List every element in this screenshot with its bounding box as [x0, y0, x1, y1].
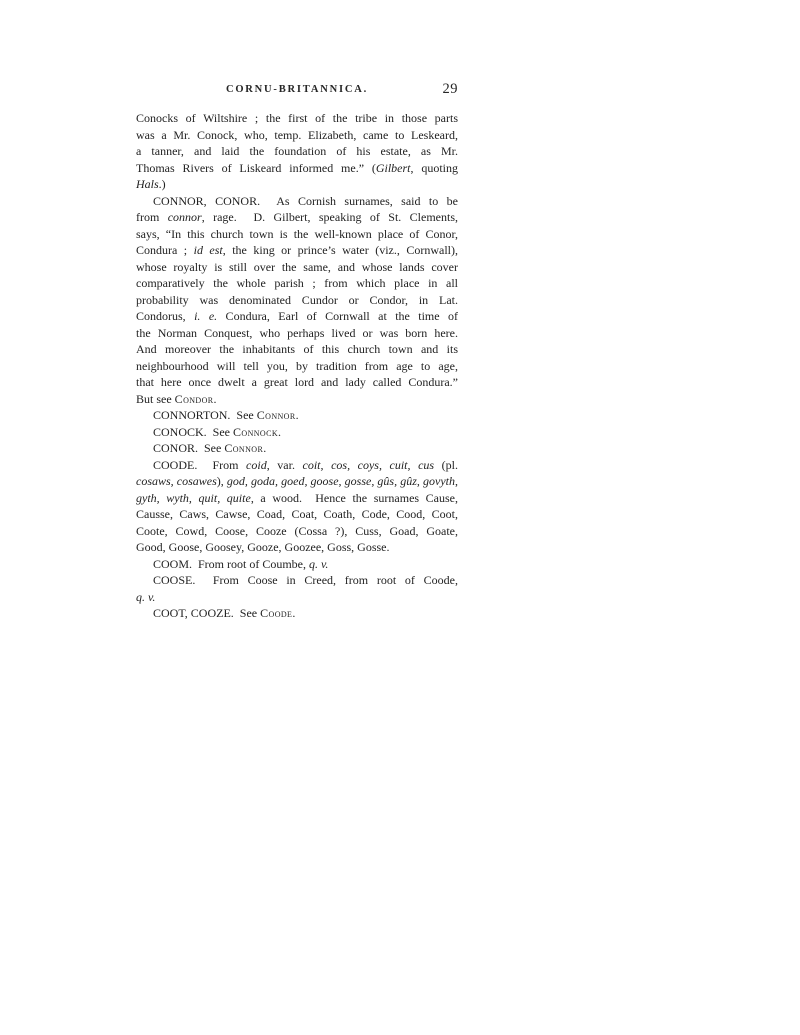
text-line: from connor, rage. D. Gilbert, speaking of St. Clements,: [136, 210, 458, 224]
text-block: [136, 110, 458, 622]
text-line: comparatively the whole parish ; from which place in all: [136, 276, 458, 290]
text-line: gyth, wyth, quit, quite, a wood. Hence the surnames Cause,: [136, 490, 458, 505]
text-line: Conocks of Wiltshire ; the first of the tribe in those parts: [136, 111, 458, 125]
text-line: CONNOR, CONOR. As Cornish surnames, said to be: [153, 193, 458, 208]
text-line: CONOCK. See Connock.: [153, 424, 282, 439]
text-line: probability was denominated Cundor or Condor, in Lat.: [136, 292, 458, 307]
text-line: Thomas Rivers of Liskeard informed me.” (Gilbert, quoting: [136, 160, 459, 175]
text-line: Causse, Caws, Cawse, Coad, Coat, Coath, Code, Cood, Coot,: [136, 507, 458, 521]
text-line: q. v.: [136, 589, 156, 604]
text-line: And moreover the inhabitants of this church town and its: [136, 342, 458, 356]
text-line: COOM. From root of Coumbe, q. v.: [153, 556, 329, 571]
text-line: whose royalty is still over the same, and whose lands cover: [136, 259, 458, 274]
text-line: COODE. From coid, var. coit, cos, coys, cuit, cus (pl.: [153, 457, 458, 472]
text-line: But see Condor.: [136, 391, 217, 406]
text-line: Coote, Cowd, Coose, Cooze (Cossa ?), Cuss, Goad, Goate,: [136, 523, 458, 538]
text-line: the Norman Conquest, who perhaps lived or was born here.: [136, 325, 458, 340]
text-line: was a Mr. Conock, who, temp. Elizabeth, came to Leskeard,: [136, 127, 458, 142]
text-line: COOSE. From Coose in Creed, from root of Coode,: [153, 573, 458, 587]
text-line: Good, Goose, Goosey, Gooze, Goozee, Goss, Gosse.: [136, 540, 390, 554]
text-line: COOT, COOZE. See Coode.: [153, 606, 296, 620]
text-line: Hals.): [136, 177, 166, 191]
text-line: that here once dwelt a great lord and lady called Condura.”: [136, 375, 458, 389]
running-header: [136, 81, 458, 102]
text-line: says, “In this church town is the well-known place of Conor,: [136, 226, 458, 241]
text-line: neighbourhood will tell you, by tradition from age to age,: [136, 358, 458, 373]
text-line: CONOR. See Connor.: [153, 441, 267, 455]
text-line: cosaws, cosawes), god, goda, goed, goose, gosse, gûs, gûz, govyth,: [136, 474, 458, 488]
text-line: Condorus, i. e. Condura, Earl of Cornwall at the time of: [136, 309, 458, 323]
page-number: 29: [442, 81, 458, 97]
text-line: CONNORTON. See Connor.: [153, 408, 299, 422]
text-line: Condura ; id est, the king or prince’s water (viz., Cornwall),: [136, 243, 458, 257]
text-line: a tanner, and laid the foundation of his estate, as Mr.: [136, 144, 458, 158]
page-title: CORNU-BRITANNICA.: [225, 84, 369, 95]
